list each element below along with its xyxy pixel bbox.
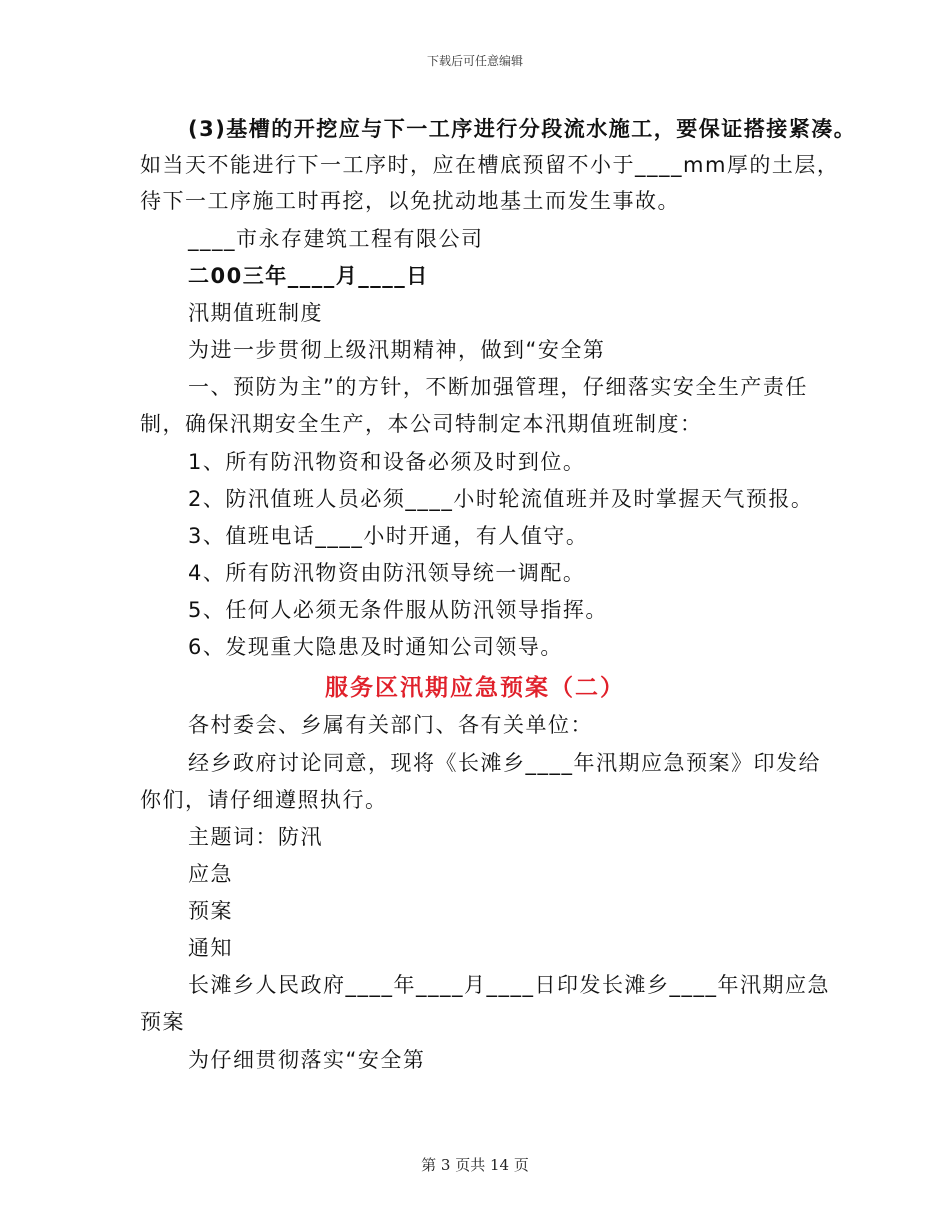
- paragraph-line: 一、预防为主”的方针，不断加强管理，仔细落实安全生产责任: [188, 375, 808, 399]
- list-item: 4、所有防汛物资由防汛领导统一调配。: [188, 561, 586, 585]
- paragraph-line: 为进一步贯彻上级汛期精神，做到“安全第: [188, 338, 606, 362]
- paragraph-line: 长滩乡人民政府____年____月____日印发长滩乡____年汛期应急: [188, 973, 830, 997]
- list-item: 1、所有防汛物资和设备必须及时到位。: [188, 450, 586, 474]
- section-title: 服务区汛期应急预案（二）: [325, 674, 625, 701]
- paragraph-line: 为仔细贯彻落实“安全第: [188, 1048, 426, 1072]
- paragraph-line: 制，确保汛期安全生产，本公司特制定本汛期值班制度：: [140, 412, 703, 436]
- list-item: 5、任何人必须无条件服从防汛领导指挥。: [188, 598, 608, 622]
- list-item: 3、值班电话____小时开通，有人值守。: [188, 524, 589, 548]
- subheading: 汛期值班制度: [188, 301, 323, 325]
- company-line: ____市永存建筑工程有限公司: [188, 227, 484, 251]
- paragraph-line: (3)基槽的开挖应与下一工序进行分段流水施工，要保证搭接紧凑。: [188, 117, 857, 141]
- date-line: 二00三年____月____日: [188, 264, 429, 288]
- paragraph-line: 待下一工序施工时再挖，以免扰动地基土而发生事故。: [140, 189, 680, 213]
- keywords-line: 预案: [188, 899, 233, 923]
- paragraph-line: 经乡政府讨论同意，现将《长滩乡____年汛期应急预案》印发给: [188, 751, 821, 775]
- page-footer: 第 3 页共 14 页: [421, 1156, 529, 1174]
- keywords-line: 通知: [188, 936, 233, 960]
- keywords-line: 应急: [188, 862, 233, 886]
- list-item: 6、发现重大隐患及时通知公司领导。: [188, 635, 563, 659]
- paragraph-line: 如当天不能进行下一工序时，应在槽底预留不小于____mm厚的土层，: [140, 153, 840, 177]
- keywords-line: 主题词：防汛: [188, 825, 323, 849]
- paragraph-line: 各村委会、乡属有关部门、各有关单位：: [188, 713, 593, 737]
- paragraph-line: 你们，请仔细遵照执行。: [140, 788, 388, 812]
- paragraph-line: 预案: [140, 1010, 185, 1034]
- page-header: 下载后可任意编辑: [426, 54, 523, 68]
- list-item: 2、防汛值班人员必须____小时轮流值班并及时掌握天气预报。: [188, 487, 814, 511]
